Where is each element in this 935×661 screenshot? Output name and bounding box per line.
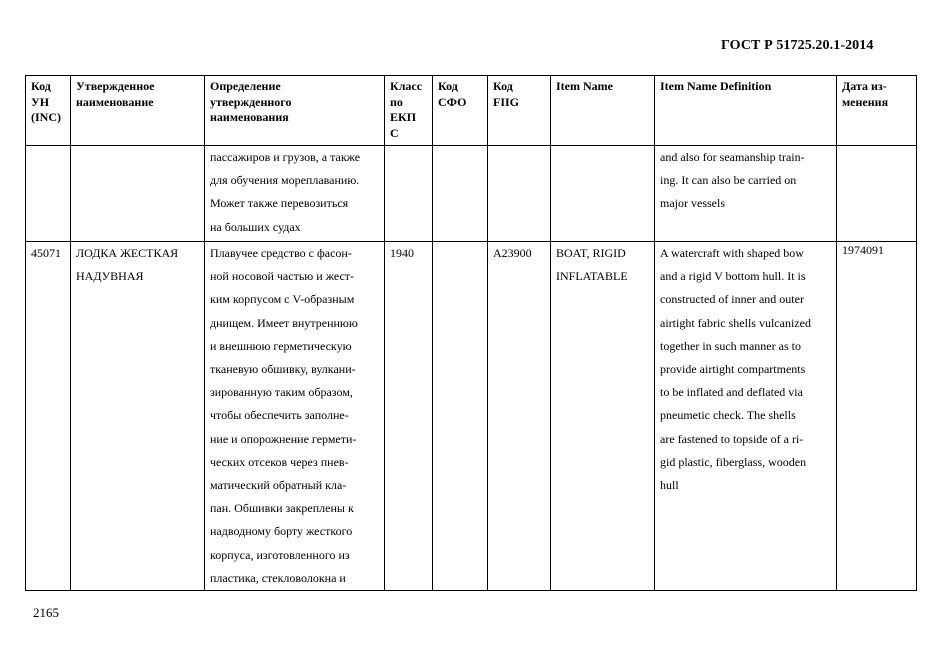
- text-line: major vessels: [660, 196, 725, 211]
- header-sfo: Код СФО: [433, 76, 488, 146]
- inc-code: 45071: [31, 246, 61, 260]
- cell-definition-ru: [205, 242, 385, 591]
- text-line: пластика, стекловолокна и: [210, 570, 346, 585]
- text-line: airtight fabric shells vulcanized: [660, 315, 811, 330]
- text-line: чтобы обеспечить заполне-: [210, 408, 349, 423]
- cell-sfo: [433, 146, 488, 242]
- text-line: днищем. Имеет внутреннюю: [210, 315, 358, 330]
- cell-class: [385, 146, 433, 242]
- text-line: корпуса, изготовленного из: [210, 547, 350, 562]
- text-line: are fastened to topside of a ri-: [660, 431, 804, 446]
- cell-code: [26, 242, 71, 591]
- cell-date: [837, 146, 917, 242]
- text-line: and also for seamanship train-: [660, 150, 805, 164]
- header-class: Класс по ЕКП С: [385, 76, 433, 146]
- cell-fiig: [488, 146, 551, 242]
- cell-date: [837, 242, 917, 591]
- text-line: ЛОДКА ЖЕСТКАЯ: [76, 246, 179, 260]
- text-line: INFLATABLE: [556, 269, 628, 284]
- text-line: ческих отсеков через пнев-: [210, 454, 349, 469]
- text-line: Может также перевозиться: [210, 196, 349, 211]
- table-row: [26, 146, 917, 242]
- text-line: матический обратный кла-: [210, 478, 347, 493]
- text-line: на больших судах: [210, 219, 301, 234]
- text-line: BOAT, RIGID: [556, 246, 626, 260]
- fiig-code: A23900: [493, 246, 532, 260]
- text-line: пассажиров и грузов, а также: [210, 150, 361, 164]
- text-line: и внешнюю герметическую: [210, 338, 352, 353]
- text-line: зированную таким образом,: [210, 385, 353, 400]
- text-line: together in such manner as to: [660, 338, 801, 353]
- text-line: ing. It can also be carried on: [660, 173, 797, 188]
- change-date: 1974091: [842, 243, 884, 257]
- text-line: pneumetic check. The shells: [660, 408, 796, 423]
- header-name: Утвержденное наименование: [71, 76, 205, 146]
- text-line: Плавучее средство с фасон-: [210, 246, 352, 260]
- header-item-name: Item Name: [551, 76, 655, 146]
- text-line: and a rigid V bottom hull. It is: [660, 269, 806, 284]
- text-line: тканевую обшивку, вулкани-: [210, 362, 356, 377]
- header-item-definition: Item Name Definition: [655, 76, 837, 146]
- cell-definition-en: [655, 242, 837, 591]
- cell-name: [71, 146, 205, 242]
- class-code: 1940: [390, 246, 414, 260]
- catalog-table: [25, 75, 917, 591]
- cell-code: [26, 146, 71, 242]
- text-line: constructed of inner and outer: [660, 292, 804, 307]
- cell-fiig: [488, 242, 551, 591]
- text-line: ким корпусом с V-образным: [210, 292, 355, 307]
- text-line: provide airtight compartments: [660, 362, 806, 377]
- text-line: gid plastic, fiberglass, wooden: [660, 454, 807, 469]
- cell-item-name: [551, 146, 655, 242]
- text-line: to be inflated and deflated via: [660, 385, 803, 400]
- text-line: ние и опорожнение гермети-: [210, 431, 357, 446]
- cell-definition-en: [655, 146, 837, 242]
- text-line: для обучения мореплаванию.: [210, 173, 360, 188]
- text-line: пан. Обшивки закреплены к: [210, 501, 354, 516]
- text-line: ной носовой частью и жест-: [210, 269, 355, 284]
- header-date: Дата из- менения: [837, 76, 917, 146]
- cell-class: [385, 242, 433, 591]
- header-definition-ru: Определение утвержденного наименования: [205, 76, 385, 146]
- cell-sfo: [433, 242, 488, 591]
- cell-definition-ru: [205, 146, 385, 242]
- page-number: 2165: [33, 605, 59, 620]
- document-title: ГОСТ Р 51725.20.1-2014: [721, 38, 874, 53]
- table-row: [26, 242, 917, 591]
- cell-item-name: [551, 242, 655, 591]
- header-fiig: Код FIIG: [488, 76, 551, 146]
- text-line: A watercraft with shaped bow: [660, 246, 804, 260]
- cell-name: [71, 242, 205, 591]
- text-line: hull: [660, 478, 679, 493]
- text-line: НАДУВНАЯ: [76, 269, 144, 284]
- text-line: надводному борту жесткого: [210, 524, 353, 539]
- table-header-row: [26, 76, 917, 146]
- header-code: Код УН (INC): [26, 76, 71, 146]
